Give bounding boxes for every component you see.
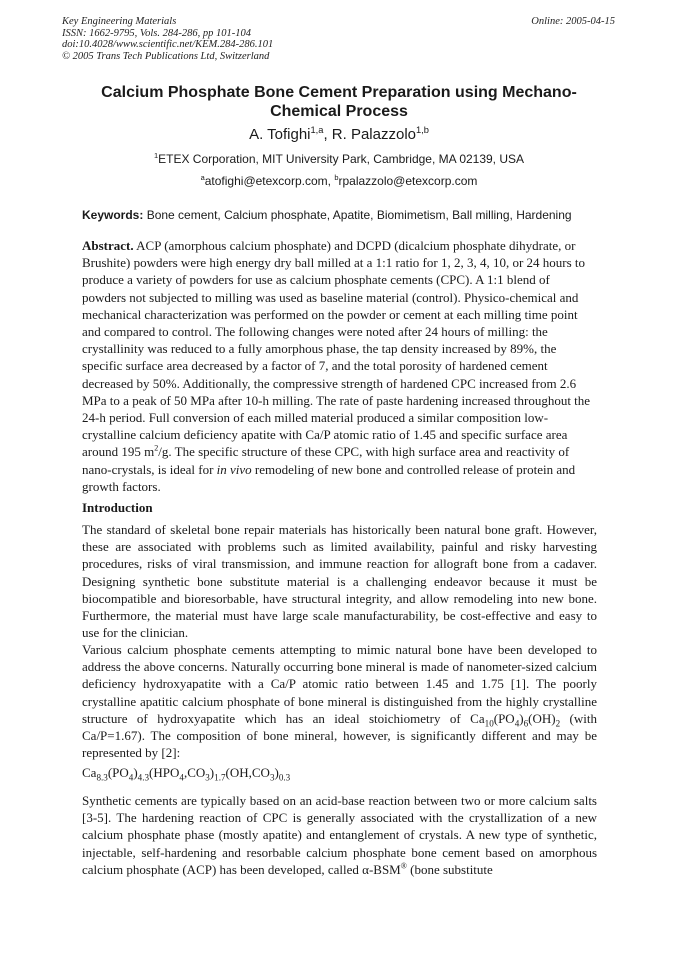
subscript: 0.3 (278, 772, 291, 783)
author-separator: , (323, 126, 332, 143)
subscript: 3 (269, 772, 275, 783)
affiliation-text: ETEX Corporation, MIT University Park, Cambridge, MA 02139, USA (158, 152, 525, 166)
paragraph-text: (bone substitute (406, 861, 493, 877)
abstract-italic: in vivo (216, 461, 252, 477)
paragraph-text: ) (519, 710, 524, 726)
subscript: 3 (205, 772, 210, 783)
paragraph-text: (with Ca/P=1.67). The composition of bone mineral, however, is significantly different and may be represented by [2]: (82, 710, 597, 761)
doi-line: doi:10.4028/www.scientific.net/KEM.284-286.101 (62, 39, 274, 51)
registered-mark: ® (400, 861, 407, 871)
abstract-text: remodeling of new bone and controlled release of protein and growth factors. (82, 461, 576, 494)
formula-part: Ca (82, 765, 97, 780)
abstract-text: ACP (amorphous calcium phosphate) and DCPD (dicalcium phosphate dihydrate, or Brushite) powders were high energy dry ball milled at a 1:1 ratio for 1, 2, 3, 4, 10, or 24 hours to produce a variety of powders for use as calcium phosphate cements (CPC). A 1:1 blend of powders not subjected to milling was used as baseline material (control). Physico-chemical and mechanical characterization was performed on the powder or cement at each milling time point and compared to control. The following changes were noted after 24 hours of milling: the crystallinity was reduced to a fully amorphous phase, the tap density increased by 89%, the specific surface area decreased by a factor of 7, and the total porosity of hardened cement decreased by 50%. Additionally, the compressive strength of hardened CPC increased from 2.6 MPa to a peak of 50 MPa after 10-h milling. The rate of paste hardening increased throughout the 24-h period. Full conversion of each milled material produced a similar composition low-crystalline calcium deficiency apatite with Ca/P atomic ratio of 1.45 and specific surface area around 195 m (82, 238, 591, 460)
formula-part: (OH,CO (225, 765, 270, 780)
author-superscript: 1,b (416, 125, 429, 135)
subscript: 10 (484, 718, 494, 729)
formula-part: (HPO (149, 765, 180, 780)
subscript: 4 (514, 718, 520, 729)
abstract (82, 237, 597, 495)
subscript: 6 (523, 718, 529, 729)
subscript: 2 (555, 718, 561, 729)
abstract-label: Abstract. (82, 238, 134, 253)
subscript: 8.3 (96, 772, 108, 783)
keywords (82, 208, 602, 222)
formula-part: ) (274, 765, 279, 780)
subscript: 1.7 (214, 772, 226, 783)
paragraph-text: (PO (493, 710, 515, 726)
affiliation-superscript: 1 (153, 151, 159, 160)
formula-part: ) (133, 765, 138, 780)
abstract-text: /g. The specific structure of these CPC, with high surface area and reactivity of nano-crystals, is ideal for (82, 444, 570, 477)
keywords-text: Bone cement, Calcium phosphate, Apatite, Biomimetism, Ball milling, Hardening (143, 208, 572, 222)
author-line (0, 126, 678, 143)
author-superscript: 1,a (310, 125, 324, 135)
formula-part: (PO (107, 765, 129, 780)
paper-title: Calcium Phosphate Bone Cement Preparation using Mechano-Chemical Process (101, 84, 577, 120)
author-name: A. Tofighi (249, 126, 311, 143)
email-line (0, 174, 678, 188)
paragraph (82, 641, 597, 761)
subscript: 4.3 (137, 772, 150, 783)
email-link[interactable]: atofighi@etexcorp.com, (204, 174, 335, 188)
paragraph-text: Various calcium phosphate cements attempting to mimic natural bone have been developed to address the above concerns. Naturally occurring bone mineral is made of nanometer-sized calcium deficiency hydroxyapatite with a Ca/P atomic ratio between 1.45 and 1.75 [1]. The poorly crystalline apatitic calcium phosphate of bone mineral is distinguished from the highly crystalline structure of hydroxyapatite which has an ideal stoichiometry of Ca (82, 642, 597, 726)
keywords-label: Keywords: (82, 208, 144, 222)
affiliation (0, 152, 678, 166)
subscript: 4 (179, 772, 184, 783)
paragraph-text: Synthetic cements are typically based on an acid-base reaction between two or more calcium salts [3-5]. The hardening reaction of CPC is generally associated with the crystallization of a new calcium phosphate phase (mostly apatite) and entanglement of crystals. A new type of synthetic, injectable, self-hardening and resorbable calcium phosphate bone cement based on amorphous calcium phosphate (ACP) has been developed, called α-BSM (82, 793, 597, 877)
section-heading: Introduction (82, 500, 153, 515)
email-superscript: a (200, 173, 205, 182)
issn-line: ISSN: 1662-9795, Vols. 284-286, pp 101-104 (62, 27, 251, 39)
paragraph (82, 792, 597, 878)
author-name: R. Palazzolo (331, 126, 416, 143)
email-link[interactable]: rpalazzolo@etexcorp.com (338, 174, 478, 188)
subscript: 4 (128, 772, 134, 783)
email-superscript: b (334, 173, 339, 182)
formula-part: ) (209, 765, 215, 780)
paragraph: The standard of skeletal bone repair materials has historically been natural bone graft. However, these are associated with problems such as limited availability, painful and risky harvesting procedures, risks of viral transmission, and immune reaction for allograft bone from a cadaver. Designing synthetic bone substitute material is a challenging endeavor because it must be biocompatible and bioresorbable, have structural integrity, and allow remodeling into new bone. Furthermore, the material must have large scale manufacturability, be cost-effective and easy to use for the clinician. (82, 522, 597, 641)
journal-header (62, 16, 273, 62)
copyright-line: © 2005 Trans Tech Publications Ltd, Switzerland (62, 50, 270, 62)
formula-part: ,CO (183, 765, 206, 780)
paragraph-text: (OH) (528, 710, 556, 726)
online-date: Online: 2005-04-15 (531, 16, 615, 27)
chemical-formula (82, 765, 290, 781)
journal-name: Key Engineering Materials (62, 16, 177, 27)
abstract-superscript: 2 (154, 444, 159, 454)
